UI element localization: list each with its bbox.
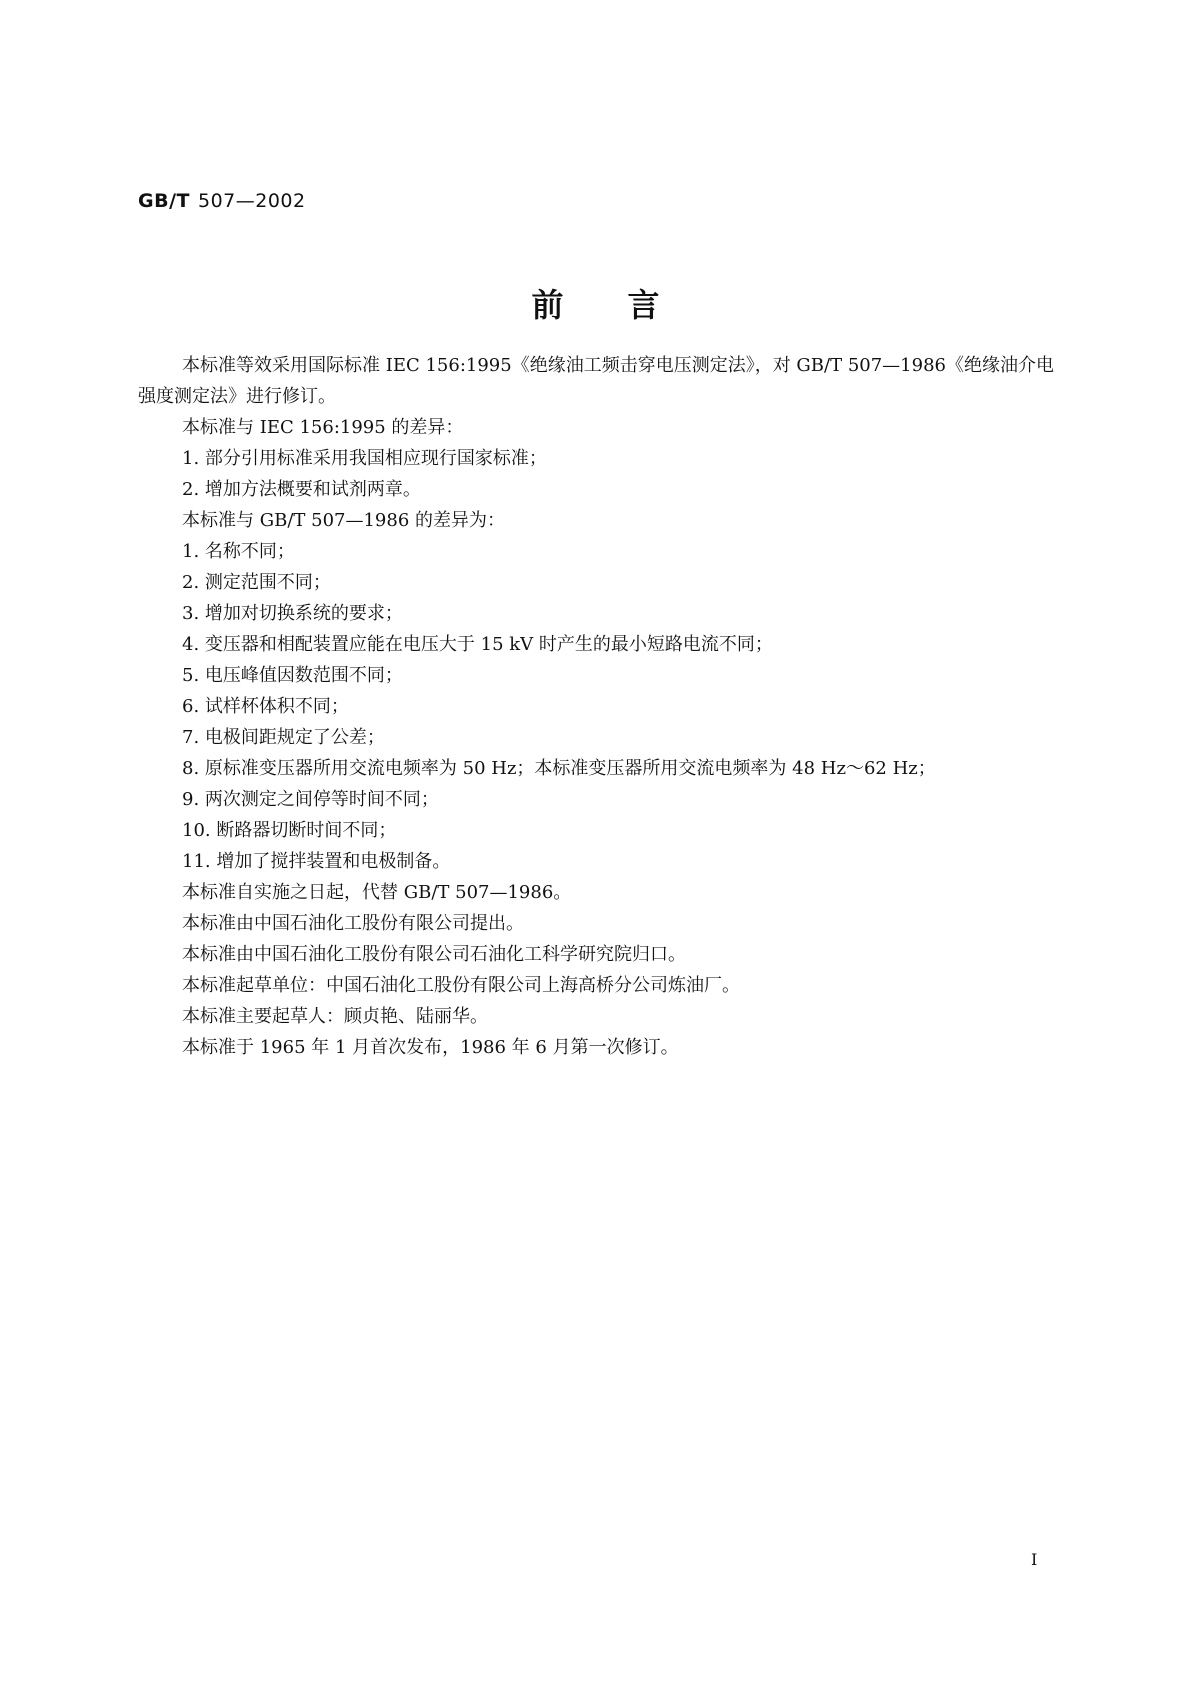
list-item: 9. 两次测定之间停等时间不同； (182, 789, 439, 810)
list-item: 1. 名称不同； (182, 541, 295, 562)
foreword-body (138, 350, 1058, 1063)
list-item: 6. 试样杯体积不同； (182, 696, 349, 717)
paragraph: 本标准由中国石油化工股份有限公司提出。 (182, 913, 524, 934)
paragraph: 本标准与 GB/T 507—1986 的差异为： (182, 510, 506, 531)
list-item: 4. 变压器和相配装置应能在电压大于 15 kV 时产生的最小短路电流不同； (182, 634, 773, 655)
standard-number: 507—2002 (197, 190, 306, 212)
list-item: 1. 部分引用标准采用我国相应现行国家标准； (182, 448, 547, 469)
list-item: 2. 增加方法概要和试剂两章。 (182, 479, 421, 500)
standard-prefix: GB/T (138, 190, 190, 212)
paragraph: 本标准自实施之日起，代替 GB/T 507—1986。 (182, 882, 572, 903)
list-item: 3. 增加对切换系统的要求； (182, 603, 403, 624)
paragraph: 本标准与 IEC 156:1995 的差异： (182, 417, 464, 438)
document-code (138, 190, 306, 212)
paragraph: 本标准主要起草人：顾贞艳、陆丽华。 (182, 1006, 488, 1027)
page-title: 前言 (531, 286, 724, 324)
page-number: I (1031, 1550, 1038, 1569)
list-item: 11. 增加了搅拌装置和电极制备。 (182, 851, 451, 872)
paragraph: 本标准起草单位：中国石油化工股份有限公司上海高桥分公司炼油厂。 (182, 975, 740, 996)
paragraph-intro: 本标准等效采用国际标准 IEC 156:1995《绝缘油工频击穿电压测定法》，对 GB/T 507—1986《绝缘油介电强度测定法》进行修订。 (138, 355, 1054, 407)
list-item: 2. 测定范围不同； (182, 572, 331, 593)
paragraph: 本标准由中国石油化工股份有限公司石油化工科学研究院归口。 (182, 944, 686, 965)
list-item: 5. 电压峰值因数范围不同； (182, 665, 403, 686)
paragraph: 本标准于 1965 年 1 月首次发布，1986 年 6 月第一次修订。 (182, 1037, 679, 1058)
list-item: 10. 断路器切断时间不同； (182, 820, 397, 841)
list-item: 7. 电极间距规定了公差； (182, 727, 385, 748)
list-item: 8. 原标准变压器所用交流电频率为 50 Hz；本标准变压器所用交流电频率为 48 Hz～62 Hz； (182, 758, 936, 779)
